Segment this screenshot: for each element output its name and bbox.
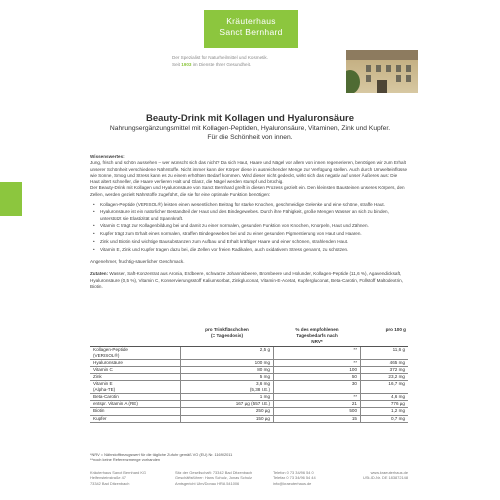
table-cell: 100 mg	[181, 359, 274, 366]
benefit-list	[90, 202, 408, 254]
footer-legal	[175, 470, 252, 486]
building-photo	[346, 50, 418, 93]
table-cell: Beta-Carotin	[90, 393, 181, 400]
table-cell: 500	[274, 408, 361, 415]
intro-paragraph: Jung, frisch und schön aussehen – wer wünscht sich das nicht? Da sich Haut, Haare und Nägel vor allem von innen regenerieren, benötigen wir zum Erhalt unserer Schönheit verschiedene Nährstoffe. Nicht immer kann der Körper diese in ausreichender Menge zur Verfügung stellen. Auch durch Umwelteinflüsse wie Sonne, Smog und Stress kann es zu einem erhöhten Bedarf kommen. Wird dieser nicht gedeckt, wirkt sich das negativ auf unser Äußeres aus: Die Haut altert schneller, die Haare verlieren Halt und Glanz, die Nägel werden stumpf und brüchig.	[90, 160, 408, 185]
table-cell: 3,6 mg (5,38 I.E.)	[181, 381, 274, 393]
tagline-line-1: Der Spezialist für Naturheilmittel und Kosmetik.	[172, 55, 268, 60]
subtitle-line-2: Für die Schönheit von innen.	[207, 133, 293, 141]
list-item: • Vitamin C trägt zur Kollagenbildung bei und damit zu einer normalen, gesunden Funktion von Knochen, Knorpeln, Haut und Zähnen.	[90, 223, 408, 229]
table-header	[90, 326, 181, 347]
table-row	[90, 400, 408, 407]
table-cell: Kollagen-Peptide (VERISOL®)	[90, 347, 181, 359]
ingredients-label: Zutaten:	[90, 271, 109, 277]
footer-address	[90, 470, 146, 486]
table-cell: 372 mg	[361, 366, 409, 373]
list-item: • Vitamin E, Zink und Kupfer tragen dazu bei, die Zellen vor freien Radikalen, auch oxidativem Stress genannt, zu schützen.	[90, 247, 408, 253]
footer-line: Telefon 0 73 34/96 54 0	[273, 470, 314, 475]
table-cell: 50	[274, 374, 361, 381]
tagline-year: 1903	[181, 61, 192, 67]
letterhead-footer	[0, 468, 500, 500]
footnote-nrv: *NRV = Nährstoffbezugswert für die tägliche Zufuhr gemäß VO (EU) Nr. 1169/2011	[90, 452, 233, 457]
table-cell: Vitamin C	[90, 366, 181, 373]
table-cell: 1 mg	[181, 393, 274, 400]
nutrition-table	[90, 326, 408, 423]
table-row	[90, 408, 408, 415]
intro-paragraph-2: Der Beauty-Drink mit Kollagen und Hyaluronsäure von Sanct Bernhard greift in diesen Prozess gezielt ein. Den kleinsten Bausteinen unseres Körpers, den Zellen, werden gezielt Nährstoffe zugeführt, die sie für eine optimale Funktion benötigen:	[90, 185, 405, 197]
list-item: • Zink und Biotin sind wichtige Bausubstanzen zum Aufbau und Erhalt kräftiger Haare und einer schönen, strahlenden Haut.	[90, 239, 408, 245]
footer-line: Amtsgericht Ulm/Donau HRA 541006	[175, 480, 240, 486]
footer-line[interactable]: info@kraeuterhaus.de	[273, 480, 312, 486]
table-row	[90, 366, 408, 373]
section-heading: Wissenswertes:	[90, 154, 125, 159]
footer-line: Geschäftsführer: Hans Schulz, Jonas Schulz	[175, 475, 252, 481]
table-cell: 167 µg (557 I.E.)	[181, 400, 274, 407]
table-cell: 250 µg	[181, 408, 274, 415]
footer-line: Sitz der Gesellschaft: 73342 Bad Ditzenbach	[175, 470, 253, 475]
footer-line: Telefax 0 73 34/96 54 44	[273, 475, 316, 481]
table-cell: **	[274, 347, 361, 359]
table-cell: **	[274, 393, 361, 400]
product-description	[90, 154, 408, 294]
table-cell: Vitamin E (Alpha-TE)	[90, 381, 181, 393]
footer-contact	[273, 470, 316, 486]
logo-line-1: Kräuterhaus	[226, 16, 276, 26]
table-cell: Zink	[90, 374, 181, 381]
table-cell: 16,7 mg	[361, 381, 409, 393]
letterhead	[0, 0, 500, 100]
footer-website-link[interactable]: www.kraeuterhaus.de	[370, 470, 408, 475]
product-title: Beauty-Drink mit Kollagen und Hyaluronsäure	[146, 113, 354, 124]
table-cell: 11,6 g	[361, 347, 409, 359]
table-header: pro 100 g	[361, 326, 409, 347]
table-cell: 4,6 mg	[361, 393, 409, 400]
table-cell: 465 mg	[361, 359, 409, 366]
table-footnotes	[90, 452, 408, 462]
table-cell: Kupfer	[90, 415, 181, 422]
table-cell: 23,2 mg	[361, 374, 409, 381]
list-item: • Kollagen-Peptide (VERISOL®) leisten einen wesentlichen Beitrag für starke Knochen, geschmeidige Gelenke und eine schöne, straffe Haut.	[90, 202, 408, 208]
footer-line: USt-ID-Nr. DE 183872148	[363, 475, 408, 481]
footer-line: Kräuterhaus Sanct Bernhard KG	[90, 470, 147, 475]
table-row	[90, 415, 408, 422]
company-logo	[204, 10, 298, 48]
table-cell: **	[274, 359, 361, 366]
table-row	[90, 393, 408, 400]
ingredients-text: Wasser, Saft-Konzentrat aus Aronia, Erdbeere, schwarze Johannisbeere, Brombeere und Holunder, Kollagen-Peptide (11,6 %), Agavendicksaft, Hyaluronsäure (0,5 %), Vitamin C, Konservierungsstoff Kaliumsorbat, Zinkgluconat, Vitamin-E-Acetat, Kupfergluconat, Beta-Carotin, Füllstoff Maltodextrin, Biotin.	[90, 271, 403, 290]
table-cell: 150 µg	[181, 415, 274, 422]
table-header: % des empfohlenen Tagesbedarfs nach NRV*	[274, 326, 361, 347]
table-cell: 21	[274, 400, 361, 407]
table-cell: 2,5 g	[181, 347, 274, 359]
table-cell: 30	[274, 381, 361, 393]
footer-line: 73342 Bad Ditzenbach	[90, 480, 130, 486]
table-header: pro Trinkfläschchen (= Tagesdosis)	[181, 326, 274, 347]
product-subtitle	[0, 125, 500, 142]
table-cell: 1,2 mg	[361, 408, 409, 415]
footer-line: Helfensteinstraße 47	[90, 475, 126, 481]
table-header-row	[90, 326, 408, 347]
taste-note: Angenehmer, fruchtig-säuerlicher Geschmack.	[90, 259, 185, 265]
footer-web	[352, 470, 408, 481]
table-cell: Hyaluronsäure	[90, 359, 181, 366]
subtitle-line-1: Nahrungsergänzungsmittel mit Kollagen-Peptiden, Hyaluronsäure, Vitaminen, Zink und Kupfer.	[109, 125, 391, 132]
list-item: • Kupfer trägt zum Erhalt eines normalen, straffen Bindegewebes bei und zu einer gesunden Pigmentierung von Haut und Haaren.	[90, 231, 408, 237]
table-cell: entspr. Vitamin A (RE)	[90, 400, 181, 407]
footnote-reference: **noch keine Referenzmenge vorhanden	[90, 457, 161, 463]
table-row	[90, 347, 408, 359]
table-cell: Biotin	[90, 408, 181, 415]
table-cell: 0,7 mg	[361, 415, 409, 422]
table-cell: 80 mg	[181, 366, 274, 373]
table-cell: 15	[274, 415, 361, 422]
table-cell: 100	[274, 366, 361, 373]
table-row	[90, 374, 408, 381]
logo-line-2: Sanct Bernhard	[219, 27, 283, 37]
table-row	[90, 359, 408, 366]
table-cell: 5 mg	[181, 374, 274, 381]
ingredients	[90, 271, 408, 290]
list-item: • Hyaluronsäure ist ein natürlicher Bestandteil der Haut und des Bindegewebes. Durch ihre Fähigkeit, große Mengen Wasser an sich zu binden, unterstützt sie Elastizität und Spannkraft.	[90, 209, 408, 222]
table-row	[90, 381, 408, 393]
table-cell: 776 µg	[361, 400, 409, 407]
company-tagline	[172, 55, 332, 68]
tagline-line-2: Seit 1903 im Dienste Ihrer Gesundheit.	[172, 61, 252, 67]
side-accent-bar	[0, 182, 22, 216]
